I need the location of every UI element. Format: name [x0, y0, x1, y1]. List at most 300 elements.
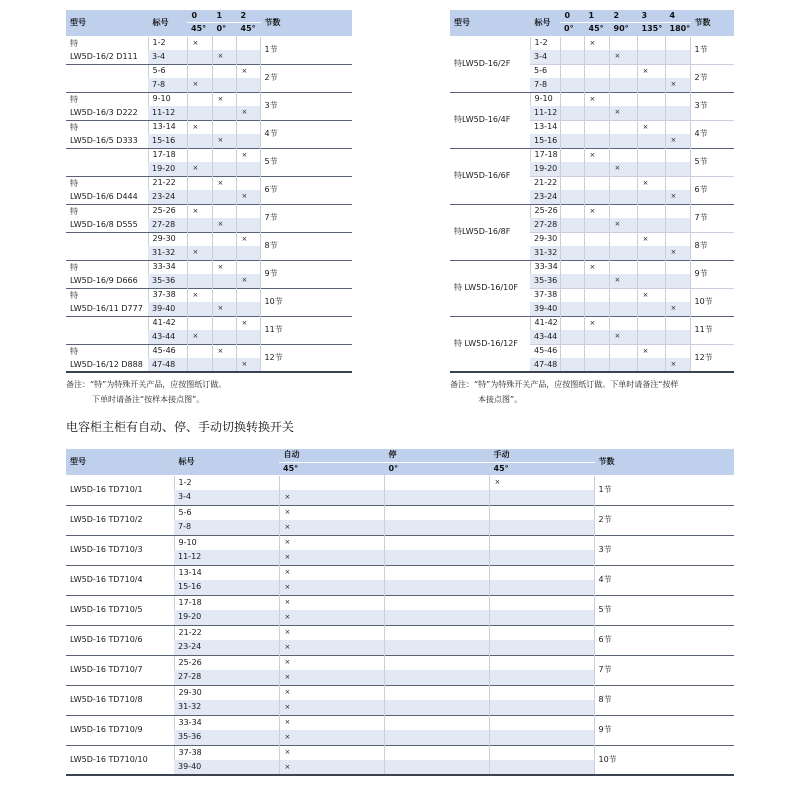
table-row — [66, 232, 352, 246]
position-cell — [637, 204, 665, 218]
position-cell — [609, 288, 637, 302]
model-name: 特LW5D-16/6F — [450, 148, 530, 204]
table-row — [66, 715, 734, 730]
position-cell — [609, 162, 637, 176]
header-sections: 节数 — [260, 10, 352, 36]
contact-label: 45-46 — [148, 344, 187, 358]
contact-mark: × — [642, 178, 649, 187]
position-cell — [637, 50, 665, 64]
position-cell — [560, 106, 584, 120]
position-cell — [212, 288, 236, 302]
contact-label: 47-48 — [148, 358, 187, 372]
contact-mark: × — [284, 688, 291, 697]
contact-label: 5-6 — [148, 64, 187, 78]
position-cell — [384, 745, 489, 760]
position-cell — [212, 64, 236, 78]
contact-mark: × — [642, 346, 649, 355]
position-cell — [609, 148, 637, 162]
contact-mark: × — [614, 332, 621, 341]
header-sections: 节数 — [690, 10, 734, 36]
position-cell — [609, 64, 637, 78]
contact-mark: × — [642, 66, 649, 75]
position-cell — [609, 176, 637, 190]
section-count: 8节 — [594, 685, 734, 715]
header-auto: 自动 — [279, 449, 384, 462]
model-name: 特 LW5D-16/12F — [450, 316, 530, 372]
contact-label: 43-44 — [148, 330, 187, 344]
contact-label: 13-14 — [530, 120, 560, 134]
position-cell — [236, 64, 260, 78]
contact-mark: × — [217, 262, 224, 271]
position-cell — [279, 490, 384, 505]
position-cell — [236, 134, 260, 148]
model-name: LW5D-16/8 D555 — [70, 220, 138, 229]
position-cell — [584, 232, 609, 246]
header-angle-1: 45° — [584, 22, 609, 36]
contact-mark: × — [284, 508, 291, 517]
model-prefix: 特 — [70, 346, 78, 356]
position-cell — [584, 50, 609, 64]
position-cell — [279, 745, 384, 760]
contact-label: 7-8 — [530, 78, 560, 92]
header-angle-3: 135° — [637, 22, 665, 36]
contact-mark: × — [642, 290, 649, 299]
position-cell — [187, 260, 212, 274]
contact-label: 47-48 — [530, 358, 560, 372]
model-prefix: 特 — [70, 39, 78, 48]
header-angle-2: 45° — [236, 22, 260, 36]
position-cell — [609, 120, 637, 134]
contact-mark: × — [192, 290, 199, 299]
position-cell — [212, 106, 236, 120]
position-cell — [560, 120, 584, 134]
position-cell — [560, 274, 584, 288]
position-cell — [384, 535, 489, 550]
contact-mark: × — [192, 164, 199, 173]
model-cell — [66, 344, 148, 372]
contact-mark: × — [642, 234, 649, 243]
position-cell — [584, 64, 609, 78]
contact-label: 11-12 — [530, 106, 560, 120]
contact-mark: × — [284, 762, 291, 771]
position-cell — [489, 535, 594, 550]
table-row — [66, 176, 352, 190]
header-angle-0: 45° — [187, 22, 212, 36]
position-cell — [637, 232, 665, 246]
position-cell — [665, 330, 690, 344]
position-cell — [384, 595, 489, 610]
position-cell — [489, 640, 594, 655]
table-row — [66, 475, 734, 490]
position-cell — [236, 260, 260, 274]
header-position-0: 0 — [560, 10, 584, 22]
position-cell — [279, 535, 384, 550]
contact-label: 21-22 — [148, 176, 187, 190]
table-row — [450, 204, 734, 218]
model-name: LW5D-16 TD710/10 — [66, 745, 174, 775]
contact-label: 37-38 — [174, 745, 279, 760]
contact-label: 3-4 — [148, 50, 187, 64]
position-cell — [384, 475, 489, 490]
position-cell — [560, 176, 584, 190]
section-count: 5节 — [690, 148, 734, 176]
contact-label: 35-36 — [174, 730, 279, 745]
position-cell — [665, 92, 690, 106]
contact-mark: × — [284, 628, 291, 637]
position-cell — [609, 50, 637, 64]
contact-mark: × — [284, 658, 291, 667]
position-cell — [560, 246, 584, 260]
position-cell — [489, 760, 594, 775]
position-cell — [212, 232, 236, 246]
position-cell — [665, 176, 690, 190]
position-cell — [637, 190, 665, 204]
position-cell — [584, 92, 609, 106]
position-cell — [665, 134, 690, 148]
model-name: LW5D-16/3 D222 — [70, 108, 138, 117]
position-cell — [665, 50, 690, 64]
position-cell — [637, 344, 665, 358]
position-cell — [665, 120, 690, 134]
position-cell — [279, 520, 384, 535]
contact-label: 31-32 — [174, 700, 279, 715]
model-cell — [66, 92, 148, 120]
model-name: LW5D-16 TD710/4 — [66, 565, 174, 595]
contact-label: 29-30 — [148, 232, 187, 246]
model-name: 特LW5D-16/2F — [454, 59, 511, 68]
position-cell — [279, 550, 384, 565]
contact-mark: × — [589, 318, 596, 327]
position-cell — [384, 655, 489, 670]
model-name: LW5D-16 TD710/9 — [66, 715, 174, 745]
contact-label: 21-22 — [530, 176, 560, 190]
position-cell — [236, 204, 260, 218]
contact-label: 3-4 — [530, 50, 560, 64]
section-count: 7节 — [690, 204, 734, 232]
position-cell — [637, 218, 665, 232]
contact-mark: × — [217, 304, 224, 313]
table-row — [450, 36, 734, 50]
position-cell — [187, 64, 212, 78]
contact-mark: × — [241, 318, 248, 327]
contact-label: 9-10 — [174, 535, 279, 550]
section-count: 4节 — [594, 565, 734, 595]
position-cell — [560, 344, 584, 358]
contact-label: 13-14 — [148, 120, 187, 134]
position-cell — [560, 288, 584, 302]
header-position-4: 4 — [665, 10, 690, 22]
position-cell — [187, 288, 212, 302]
header-manual: 手动 — [489, 449, 594, 462]
model-cell — [66, 316, 148, 344]
position-cell — [609, 204, 637, 218]
contact-mark: × — [284, 702, 291, 711]
position-cell — [637, 176, 665, 190]
model-prefix: 特 — [70, 263, 78, 272]
position-cell — [560, 302, 584, 316]
section-count: 8节 — [690, 232, 734, 260]
position-cell — [212, 190, 236, 204]
contact-label: 1-2 — [174, 475, 279, 490]
contact-mark: × — [284, 568, 291, 577]
contact-label: 35-36 — [148, 274, 187, 288]
contact-label: 13-14 — [174, 565, 279, 580]
contact-label: 27-28 — [530, 218, 560, 232]
contact-mark: × — [284, 582, 291, 591]
section-count: 10节 — [260, 288, 352, 316]
header-angle-2: 90° — [609, 22, 637, 36]
contact-label: 41-42 — [148, 316, 187, 330]
contact-mark: × — [670, 360, 677, 368]
position-cell — [212, 260, 236, 274]
contact-mark: × — [642, 122, 649, 131]
contact-mark: × — [614, 164, 621, 173]
position-cell — [187, 330, 212, 344]
position-cell — [236, 358, 260, 372]
right-note-line-2: 本接点图”。 — [478, 395, 523, 404]
position-cell — [584, 288, 609, 302]
position-cell — [279, 760, 384, 775]
position-cell — [212, 246, 236, 260]
position-cell — [665, 302, 690, 316]
model-name: LW5D-16/5 D333 — [70, 136, 138, 145]
position-cell — [609, 344, 637, 358]
position-cell — [489, 625, 594, 640]
contact-mark: × — [589, 94, 596, 103]
contact-mark: × — [217, 94, 224, 103]
contact-label: 29-30 — [174, 685, 279, 700]
section-count: 4节 — [260, 120, 352, 148]
model-prefix: 特 — [70, 291, 78, 300]
position-cell — [279, 475, 384, 490]
header-sections: 节数 — [594, 449, 734, 475]
header-angle-auto: 45° — [279, 462, 384, 475]
position-cell — [384, 700, 489, 715]
contact-label: 7-8 — [148, 78, 187, 92]
contact-mark: × — [192, 332, 199, 341]
position-cell — [384, 565, 489, 580]
contact-label: 15-16 — [530, 134, 560, 148]
model-prefix: 特 — [70, 95, 78, 104]
table-row — [66, 685, 734, 700]
section-count: 3节 — [690, 92, 734, 120]
contact-label: 19-20 — [530, 162, 560, 176]
position-cell — [584, 330, 609, 344]
contact-label: 37-38 — [148, 288, 187, 302]
contact-label: 31-32 — [148, 246, 187, 260]
header-label: 标号 — [174, 449, 279, 475]
contact-mark: × — [670, 80, 677, 89]
table-row — [66, 344, 352, 358]
position-cell — [384, 715, 489, 730]
table-row — [66, 595, 734, 610]
section-count: 9节 — [594, 715, 734, 745]
position-cell — [187, 162, 212, 176]
position-cell — [279, 610, 384, 625]
table-row — [450, 92, 734, 106]
position-cell — [187, 246, 212, 260]
position-cell — [665, 246, 690, 260]
table-row — [66, 148, 352, 162]
model-name: LW5D-16 TD710/2 — [66, 505, 174, 535]
section-count: 1节 — [260, 36, 352, 64]
table-row — [450, 148, 734, 162]
section-count: 3节 — [260, 92, 352, 120]
model-name: 特LW5D-16/4F — [450, 92, 530, 148]
position-cell — [187, 218, 212, 232]
position-cell — [560, 50, 584, 64]
contact-label: 11-12 — [174, 550, 279, 565]
section-count: 6节 — [260, 176, 352, 204]
position-cell — [489, 715, 594, 730]
position-cell — [489, 595, 594, 610]
position-cell — [560, 148, 584, 162]
contact-mark: × — [614, 108, 621, 117]
position-cell — [560, 134, 584, 148]
position-cell — [637, 134, 665, 148]
header-position-2: 2 — [609, 10, 637, 22]
position-cell — [560, 190, 584, 204]
position-cell — [609, 246, 637, 260]
position-cell — [584, 78, 609, 92]
model-prefix: 特 — [70, 123, 78, 132]
position-cell — [665, 260, 690, 274]
position-cell — [665, 36, 690, 50]
position-cell — [584, 344, 609, 358]
contact-mark: × — [241, 150, 248, 159]
contact-mark: × — [284, 598, 291, 607]
model-cell — [66, 232, 148, 260]
position-cell — [637, 288, 665, 302]
contact-mark: × — [192, 206, 199, 215]
table-row — [66, 655, 734, 670]
position-cell — [609, 232, 637, 246]
contact-mark: × — [217, 136, 224, 145]
contact-label: 43-44 — [530, 330, 560, 344]
position-cell — [212, 316, 236, 330]
position-cell — [584, 134, 609, 148]
contact-mark: × — [589, 150, 596, 159]
contact-mark: × — [284, 732, 291, 741]
contact-label: 5-6 — [530, 64, 560, 78]
header-model: 型号 — [66, 449, 174, 475]
table-row — [66, 316, 352, 330]
contact-label: 15-16 — [174, 580, 279, 595]
position-cell — [665, 344, 690, 358]
contact-label: 27-28 — [148, 218, 187, 232]
right-note-line-1: 备注：“特”为特殊开关产品，应按图纸订做。下单时请备注“按样 — [450, 380, 679, 389]
right-note — [450, 377, 678, 407]
header-angle-0: 0° — [560, 22, 584, 36]
section-count: 12节 — [260, 344, 352, 372]
position-cell — [609, 190, 637, 204]
position-cell — [187, 50, 212, 64]
contact-mark: × — [192, 122, 199, 131]
position-cell — [279, 700, 384, 715]
table-row — [66, 288, 352, 302]
position-cell — [212, 36, 236, 50]
contact-label: 39-40 — [530, 302, 560, 316]
position-cell — [187, 232, 212, 246]
contact-label: 33-34 — [530, 260, 560, 274]
header-angle-1: 0° — [212, 22, 236, 36]
position-cell — [609, 330, 637, 344]
position-cell — [489, 745, 594, 760]
position-cell — [212, 162, 236, 176]
position-cell — [236, 176, 260, 190]
position-cell — [560, 36, 584, 50]
model-cell — [66, 176, 148, 204]
contact-label: 25-26 — [174, 655, 279, 670]
position-cell — [279, 640, 384, 655]
model-name: LW5D-16/12 D888 — [70, 359, 143, 369]
section-count: 3节 — [594, 535, 734, 565]
right-switch-table — [450, 10, 734, 373]
model-cell — [66, 204, 148, 232]
position-cell — [584, 246, 609, 260]
position-cell — [212, 302, 236, 316]
position-cell — [489, 685, 594, 700]
table-row — [66, 565, 734, 580]
contact-mark: × — [614, 276, 621, 285]
position-cell — [665, 218, 690, 232]
contact-label: 29-30 — [530, 232, 560, 246]
position-cell — [236, 232, 260, 246]
section-count: 1节 — [594, 475, 734, 505]
section-count: 11节 — [260, 316, 352, 344]
contact-mark: × — [284, 552, 291, 561]
model-name: 特 LW5D-16/10F — [450, 260, 530, 316]
contact-label: 9-10 — [530, 92, 560, 106]
position-cell — [279, 730, 384, 745]
section-count: 4节 — [690, 120, 734, 148]
contact-mark: × — [284, 748, 291, 757]
position-cell — [584, 120, 609, 134]
position-cell — [584, 316, 609, 330]
position-cell — [187, 120, 212, 134]
position-cell — [212, 78, 236, 92]
position-cell — [187, 148, 212, 162]
table-row — [66, 625, 734, 640]
position-cell — [489, 565, 594, 580]
left-note — [66, 377, 226, 407]
contact-mark: × — [284, 612, 291, 621]
position-cell — [637, 106, 665, 120]
position-cell — [609, 218, 637, 232]
position-cell — [584, 190, 609, 204]
position-cell — [384, 670, 489, 685]
manual-auto-switch-table — [66, 449, 734, 776]
model-name: 特LW5D-16/8F — [450, 204, 530, 260]
section-count: 2节 — [690, 64, 734, 92]
position-cell — [665, 162, 690, 176]
position-cell — [637, 148, 665, 162]
contact-label: 45-46 — [530, 344, 560, 358]
model-name: LW5D-16 TD710/1 — [70, 485, 143, 494]
position-cell — [187, 274, 212, 288]
position-cell — [212, 218, 236, 232]
position-cell — [560, 358, 584, 372]
contact-mark: × — [284, 642, 291, 651]
table-row — [450, 260, 734, 274]
section-count: 7节 — [260, 204, 352, 232]
table-row — [66, 92, 352, 106]
table-row — [66, 64, 352, 78]
position-cell — [560, 204, 584, 218]
position-cell — [637, 162, 665, 176]
position-cell — [236, 246, 260, 260]
header-angle-stop: 0° — [384, 462, 489, 475]
